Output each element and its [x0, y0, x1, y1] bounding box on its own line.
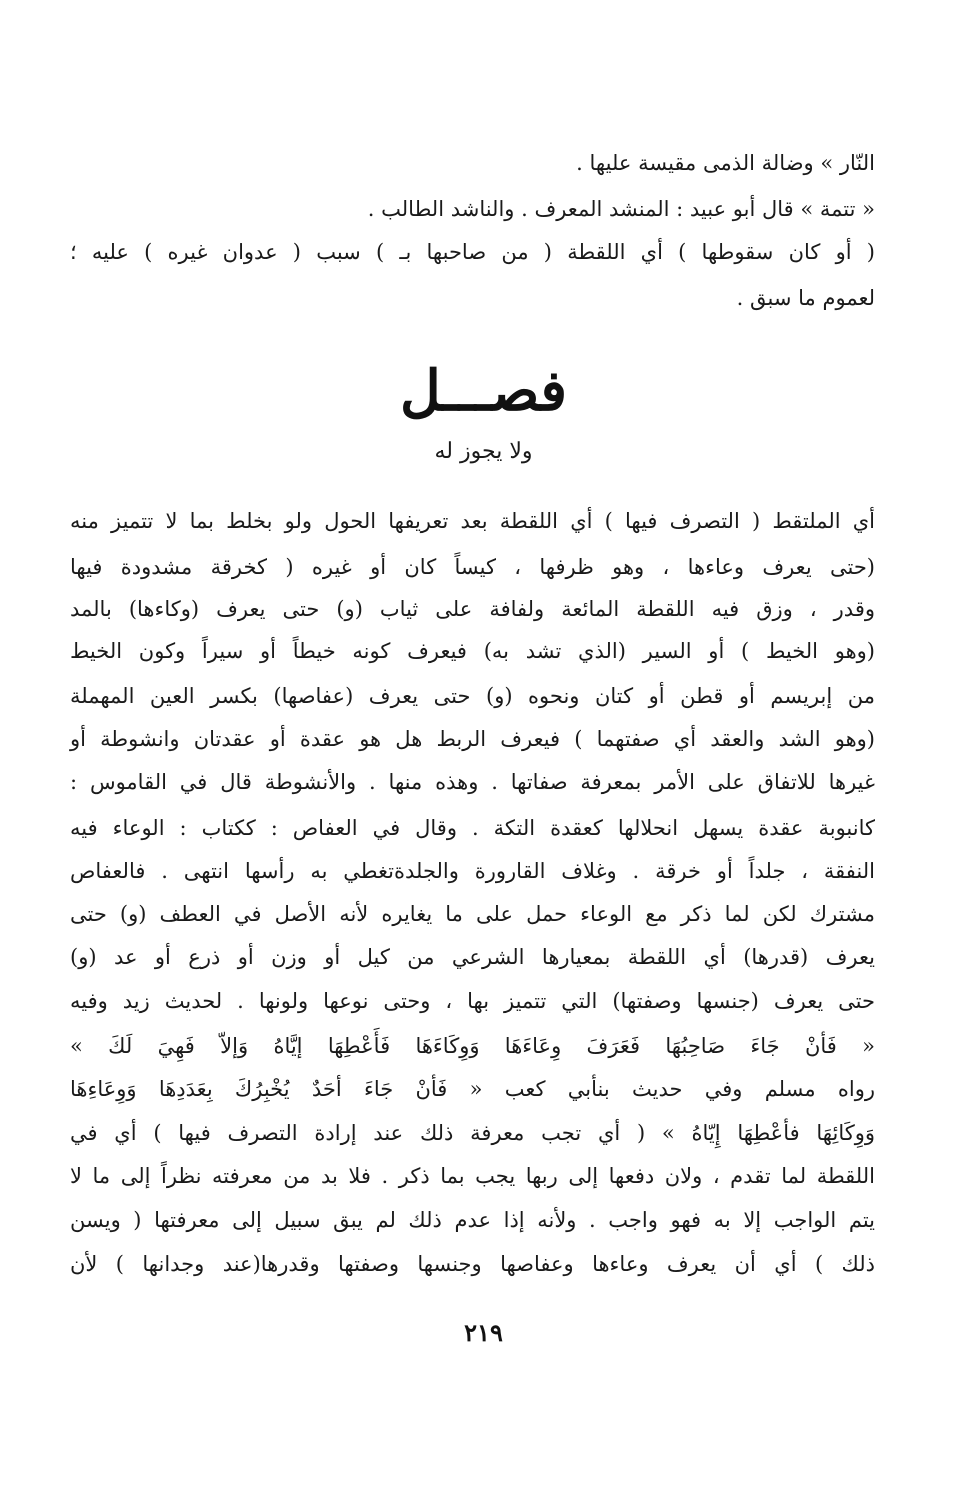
page-number: ٢١٩	[464, 1318, 503, 1347]
text-line: اللقطة لما تقدم ، ولان دفعها إلى ربها يجب بما ذكر . فلا بد من معرفته نظراً إلى ما لا	[70, 1164, 875, 1188]
text-line: (وهو الخيط ) أو السير (الذي تشد به) فيعرف كونه خيطاً أو سيراً وكون الخيط	[70, 639, 875, 663]
section-heading: فصـــل	[400, 358, 567, 424]
text-line: « فَأنْ جَاءَ صَاحِبُهَا فَعَرَفَ وِعَاءَهَا وَوِكَاءَهَا فَأَعْطِهَا إيَّاهُ وَإلاّ فَهِيَ لَكَ »	[70, 1034, 875, 1058]
text-line: رواه مسلم وفي حديث بنأبي كعب « فَأنْ جَاءَ أحَدٌ يُخْبِرُكَ بِعَدَدِهَا وَوِعَاءِهَا	[70, 1077, 875, 1101]
text-line: وَوِكَائِهَا فأعْطِهَا إِيّاهُ » ( أي تجب معرفة ذلك عند إرادة التصرف فيها ) أي في	[70, 1121, 875, 1145]
text-line: لعموم ما سبق .	[736, 286, 875, 310]
text-line: من إبريسم أو قطن أو كتان ونحوه (و) حتى يعرف (عفاصها) بكسر العين المهملة	[70, 684, 875, 708]
text-line: مشترك لكن لما ذكر مع الوعاء حمل على ما يغايره لأنه الأصل في العطف (و) حتى	[70, 902, 875, 926]
text-line: النفقة ، جلداً أو خرقة . وغلاف القارورة والجلدةتغطي به رأسها انتهى . فالعفاص	[70, 859, 875, 883]
text-line: ذلك ) أي أن يعرف وعاءها وعفاصها وجنسها وصفتها وقدرها(عند وجدانها ) لأن	[70, 1252, 875, 1276]
text-line: يعرف (قدرها) أي اللقطة بمعيارها الشرعي من كيل أو وزن أو ذرع أو عد (و)	[70, 945, 875, 969]
text-line: كانبوبة عقدة يسهل انحلالها كعقدة التكة . وقال في العفاص : ككتاب : الوعاء فيه	[70, 816, 875, 840]
text-line: ( أو كان سقوطها ) أي اللقطة ( من صاحبها بـ ) سبب ( عدوان غيره ) عليه ؛	[70, 240, 875, 264]
section-subheading: ولا يجوز له	[434, 439, 533, 464]
text-line: (حتى يعرف وعاءها ، وهو ظرفها ، كيساً كان أو غيره ( كخرقة مشدودة فيها	[70, 555, 875, 579]
text-line: أي الملتقط ( التصرف فيها ) أي اللقطة بعد تعريفها الحول ولو بخلط بما لا تتميز منه	[70, 509, 875, 533]
text-line: (وهو الشد والعقد أي صفتهما ) فيعرف الربط هل هو عقدة أو عقدتان وانشوطة أو	[70, 727, 875, 751]
text-line: حتى يعرف (جنسها وصفتها) التي تتميز بها ، وحتى نوعها ولونها . لحديث زيد وفيه	[70, 989, 875, 1013]
text-line: وقدر ، وزق فيه اللقطة المائعة ولفافة على ثياب (و) حتى يعرف (وكاءها) بالمد	[70, 597, 875, 621]
text-line: يتم الواجب إلا به فهو واجب . ولأنه إذا عدم ذلك لم يبق سبيل إلى معرفتها ( ويسن	[70, 1208, 875, 1232]
text-line: غيرها للاتفاق على الأمر بمعرفة صفاتها . وهذه منها . والأنشوطة قال في القاموس :	[70, 770, 875, 794]
text-line: « تتمة » قال أبو عبيد : المنشد المعرف . والناشد الطالب .	[367, 197, 875, 221]
text-line: النّار » وضالة الذمى مقيسة عليها .	[576, 151, 875, 175]
